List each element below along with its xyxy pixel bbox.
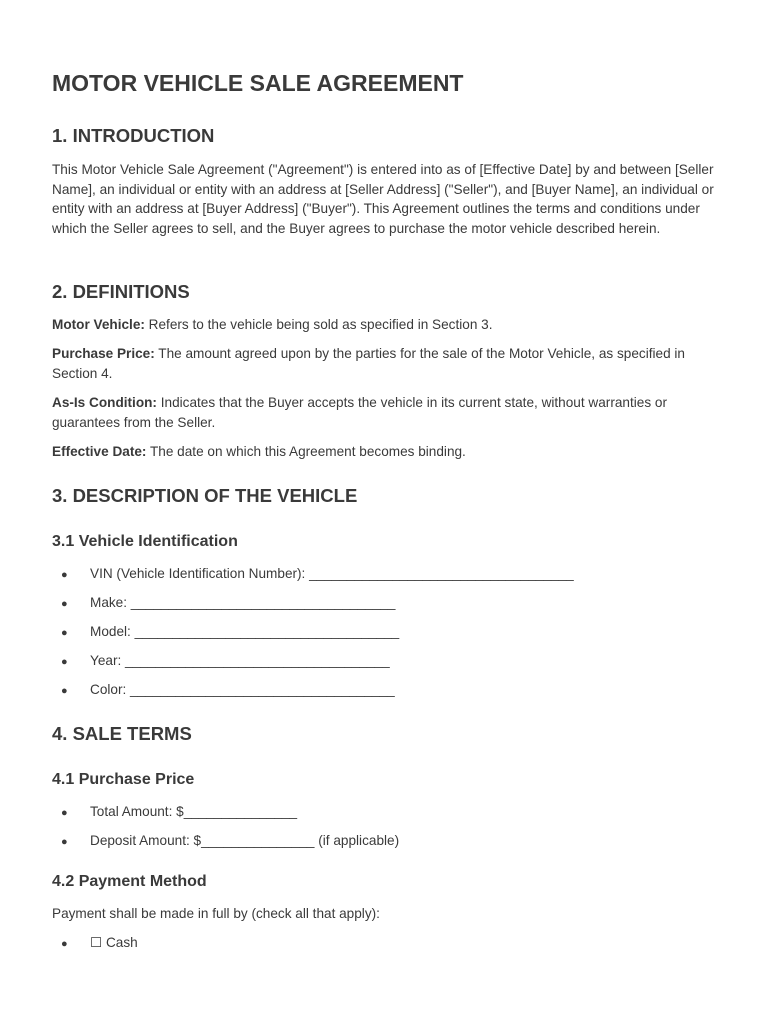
definition-term: Motor Vehicle:	[52, 317, 145, 332]
definition-as-is-condition	[52, 393, 712, 432]
list-item-text: Make: ___________________________________	[90, 595, 396, 610]
section-heading-sale-terms: 4. SALE TERMS	[52, 723, 192, 744]
bullet-icon: ●	[61, 656, 68, 668]
checkbox-option-cash[interactable]: ☐ Cash	[90, 935, 138, 950]
definition-term: As-Is Condition:	[52, 395, 157, 410]
subheading-vehicle-identification: 3.1 Vehicle Identification	[52, 533, 238, 550]
section-heading-vehicle-description: 3. DESCRIPTION OF THE VEHICLE	[52, 485, 358, 506]
list-item-text: Deposit Amount: $_______________ (if applicable)	[90, 833, 400, 848]
bullet-icon: ●	[61, 685, 68, 697]
definition-motor-vehicle	[52, 315, 712, 335]
definition-text: Indicates that the Buyer accepts the vehicle in its current state, without warranties or guarantees from the Seller.	[52, 395, 667, 430]
list-item-year	[52, 651, 712, 671]
list-item-text: Year: ___________________________________	[90, 653, 390, 668]
list-item-text: Total Amount: $_______________	[90, 804, 298, 819]
list-item-model	[52, 622, 712, 642]
definition-text: Refers to the vehicle being sold as specified in Section 3.	[144, 317, 493, 332]
bullet-icon: ●	[61, 569, 68, 581]
section-heading-introduction: 1. INTRODUCTION	[52, 125, 215, 146]
list-item-total-amount	[52, 802, 712, 822]
definition-purchase-price	[52, 344, 712, 383]
list-item-vin	[52, 564, 712, 584]
bullet-icon: ●	[61, 938, 68, 950]
bullet-icon: ●	[61, 807, 68, 819]
list-item-text: VIN (Vehicle Identification Number): ___________________________________	[90, 566, 574, 581]
bullet-icon: ●	[61, 598, 68, 610]
definition-term: Effective Date:	[52, 444, 147, 459]
list-item-cash	[52, 933, 712, 953]
list-item-color	[52, 680, 712, 700]
subheading-purchase-price: 4.1 Purchase Price	[52, 771, 195, 788]
definition-term: Purchase Price:	[52, 346, 155, 361]
definition-effective-date	[52, 442, 712, 462]
definition-text: The date on which this Agreement becomes binding.	[146, 444, 466, 459]
payment-method-intro: Payment shall be made in full by (check all that apply):	[52, 906, 380, 921]
list-item-text: Model: ___________________________________	[90, 624, 400, 639]
bullet-icon: ●	[61, 836, 68, 848]
list-item-deposit-amount	[52, 831, 712, 851]
bullet-icon: ●	[61, 627, 68, 639]
section-heading-definitions: 2. DEFINITIONS	[52, 281, 190, 302]
list-item-text: Color: ___________________________________	[90, 682, 395, 697]
introduction-paragraph: This Motor Vehicle Sale Agreement ("Agreement") is entered into as of [Effective Date] by and between [Seller Name], an individual or entity with an address at [Seller Address] ("Seller"), and [Buyer Name], an individual or entity with an address at [Buyer Address] ("Buyer"). This Agreement outlines the terms and conditions under which the Seller agrees to sell, and the Buyer agrees to purchase the motor vehicle described herein.	[52, 162, 714, 236]
definition-text: The amount agreed upon by the parties for the sale of the Motor Vehicle, as specified in Section 4.	[52, 346, 685, 381]
subheading-payment-method: 4.2 Payment Method	[52, 873, 207, 890]
list-item-make	[52, 593, 712, 613]
document-title: MOTOR VEHICLE SALE AGREEMENT	[52, 70, 464, 96]
